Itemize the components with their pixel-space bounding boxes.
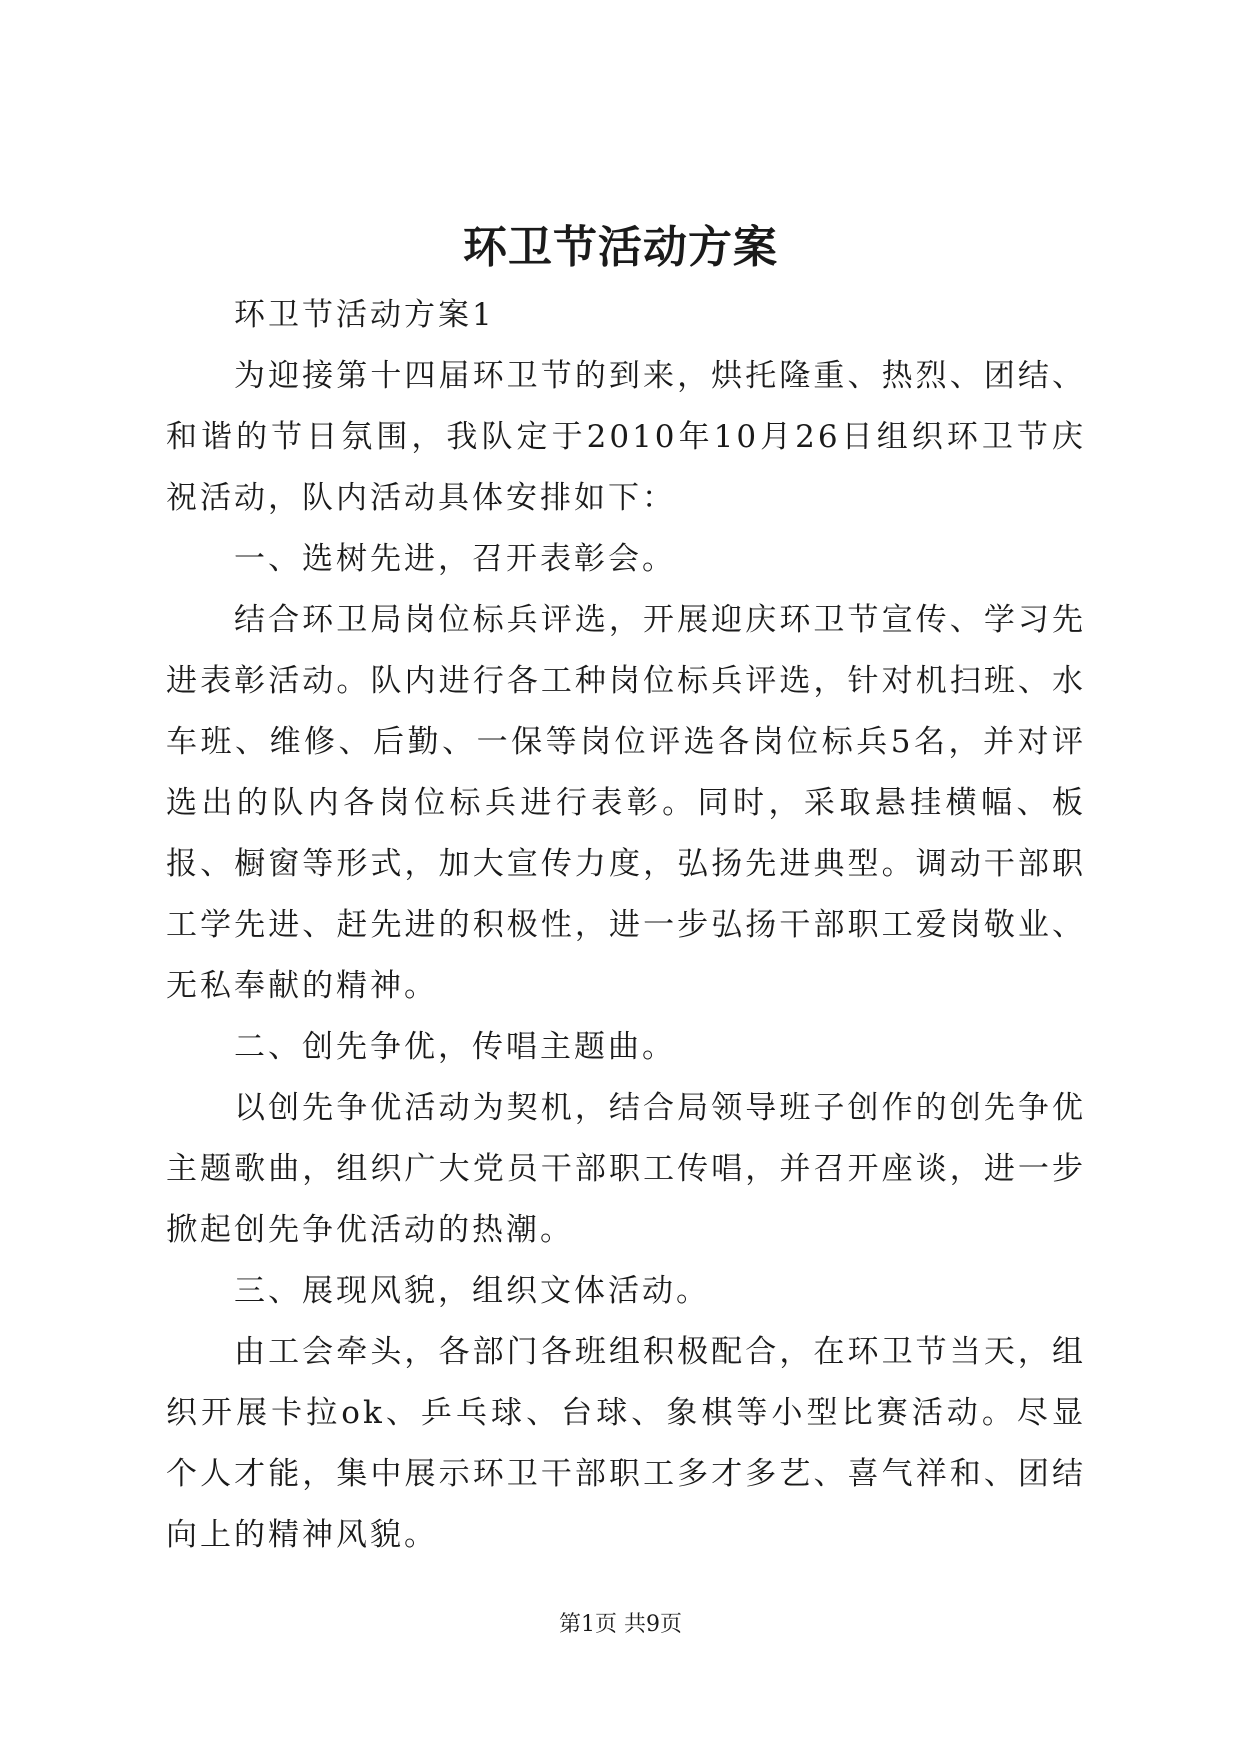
paragraph-section-3: 由工会牵头，各部门各班组积极配合，在环卫节当天，组织开展卡拉ok、乒乓球、台球、象棋等小型比赛活动。尽显个人才能，集中展示环卫干部职工多才多艺、喜气祥和、团结向上的精神风貌。 [166, 1334, 1086, 1553]
page-footer: 第1页 共9页 [559, 1612, 682, 1637]
paragraph-heading: 环卫节活动方案1 [234, 297, 495, 333]
section-heading-2: 二、创先争优，传唱主题曲。 [234, 1029, 676, 1065]
document-body [166, 285, 1086, 1566]
paragraph-intro: 为迎接第十四届环卫节的到来，烘托隆重、热烈、团结、和谐的节日氛围，我队定于2010年10月26日组织环卫节庆祝活动，队内活动具体安排如下： [166, 358, 1086, 516]
document-title: 环卫节活动方案 [463, 222, 778, 273]
paragraph-section-1: 结合环卫局岗位标兵评选，开展迎庆环卫节宣传、学习先进表彰活动。队内进行各工种岗位标兵评选，针对机扫班、水车班、维修、后勤、一保等岗位评选各岗位标兵5名，并对评选出的队内各岗位标兵进行表彰。同时，采取悬挂横幅、板报、橱窗等形式，加大宣传力度，弘扬先进典型。调动干部职工学先进、赶先进的积极性，进一步弘扬干部职工爱岗敬业、无私奉献的精神。 [166, 602, 1086, 1004]
paragraph-section-2: 以创先争优活动为契机，结合局领导班子创作的创先争优主题歌曲，组织广大党员干部职工传唱，并召开座谈，进一步掀起创先争优活动的热潮。 [166, 1090, 1086, 1248]
section-heading-3: 三、展现风貌，组织文体活动。 [234, 1273, 710, 1309]
section-heading-1: 一、选树先进，召开表彰会。 [234, 541, 676, 577]
